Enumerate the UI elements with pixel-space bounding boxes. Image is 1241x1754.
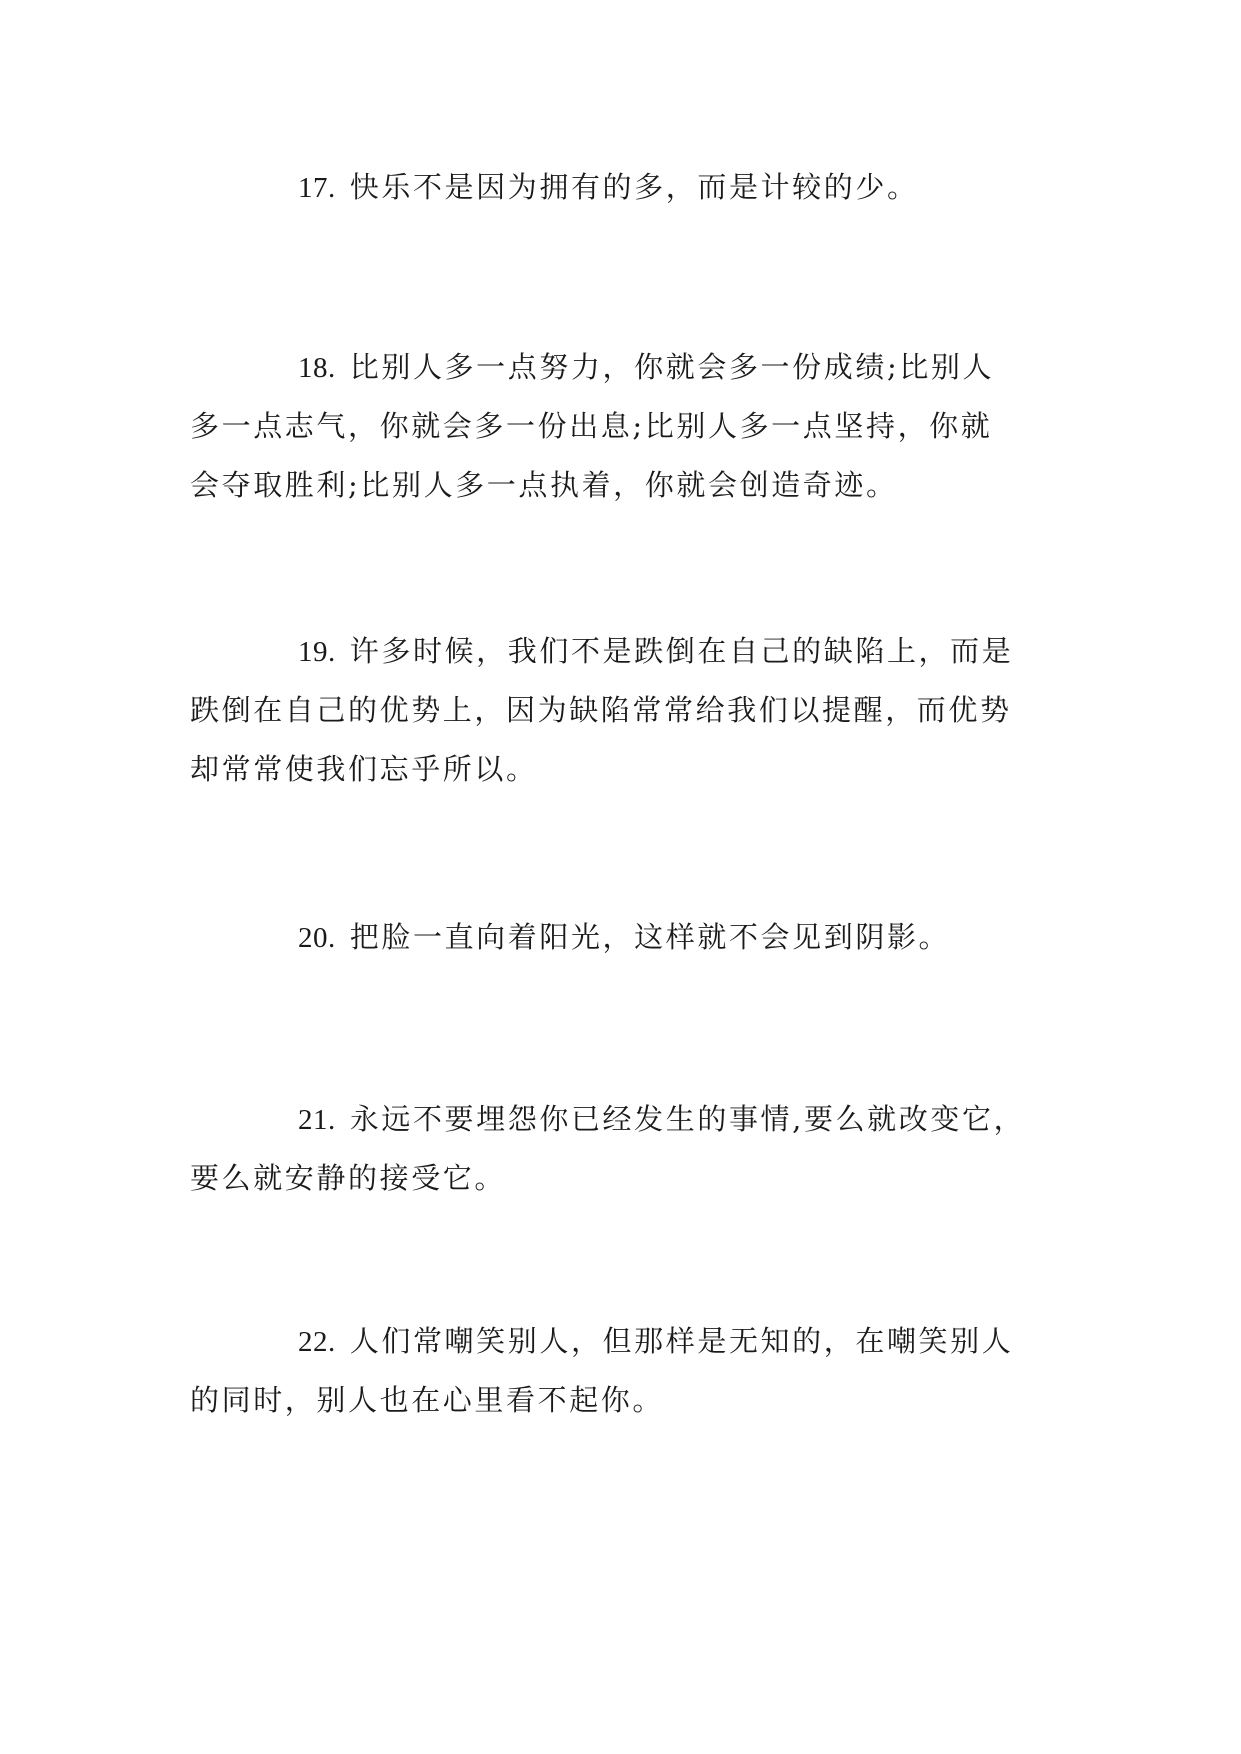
line-text: 把脸一直向着阳光，这样就不会见到阴影。 (349, 920, 951, 954)
item-number: 22. (298, 1326, 336, 1358)
line-text: 人们常嘲笑别人，但那样是无知的，在嘲笑别人 (349, 1324, 1014, 1358)
paragraph-line (190, 1090, 1060, 1149)
item-number: 20. (298, 922, 336, 954)
paragraph-22 (190, 1312, 1060, 1430)
paragraph-21 (190, 1090, 1060, 1208)
item-number: 17. (298, 172, 336, 204)
line-text: 快乐不是因为拥有的多，而是计较的少。 (349, 170, 919, 204)
line-text: 永远不要埋怨你已经发生的事情,要么就改变它， (349, 1102, 1026, 1136)
paragraph-line: 跌倒在自己的优势上，因为缺陷常常给我们以提醒，而优势 (190, 693, 1012, 727)
paragraph-line (190, 908, 1060, 967)
paragraph-line (190, 622, 1060, 681)
item-number: 21. (298, 1104, 336, 1136)
paragraph-line (190, 158, 1060, 217)
paragraph-line (190, 338, 1060, 397)
paragraph-18 (190, 338, 1060, 515)
line-text: 许多时候，我们不是跌倒在自己的缺陷上，而是 (349, 634, 1014, 668)
paragraph-line: 会夺取胜利;比别人多一点执着，你就会创造奇迹。 (190, 468, 898, 502)
paragraph-line: 的同时，别人也在心里看不起你。 (190, 1383, 665, 1417)
paragraph-17 (190, 158, 1060, 217)
paragraph-20 (190, 908, 1060, 967)
item-number: 19. (298, 636, 336, 668)
paragraph-line: 却常常使我们忘乎所以。 (190, 752, 538, 786)
paragraph-line: 多一点志气，你就会多一份出息;比别人多一点坚持，你就 (190, 409, 993, 443)
item-number: 18. (298, 352, 336, 384)
paragraph-19 (190, 622, 1060, 799)
paragraph-line: 要么就安静的接受它。 (190, 1161, 507, 1195)
paragraph-line (190, 1312, 1060, 1371)
line-text: 比别人多一点努力，你就会多一份成绩;比别人 (349, 350, 995, 384)
